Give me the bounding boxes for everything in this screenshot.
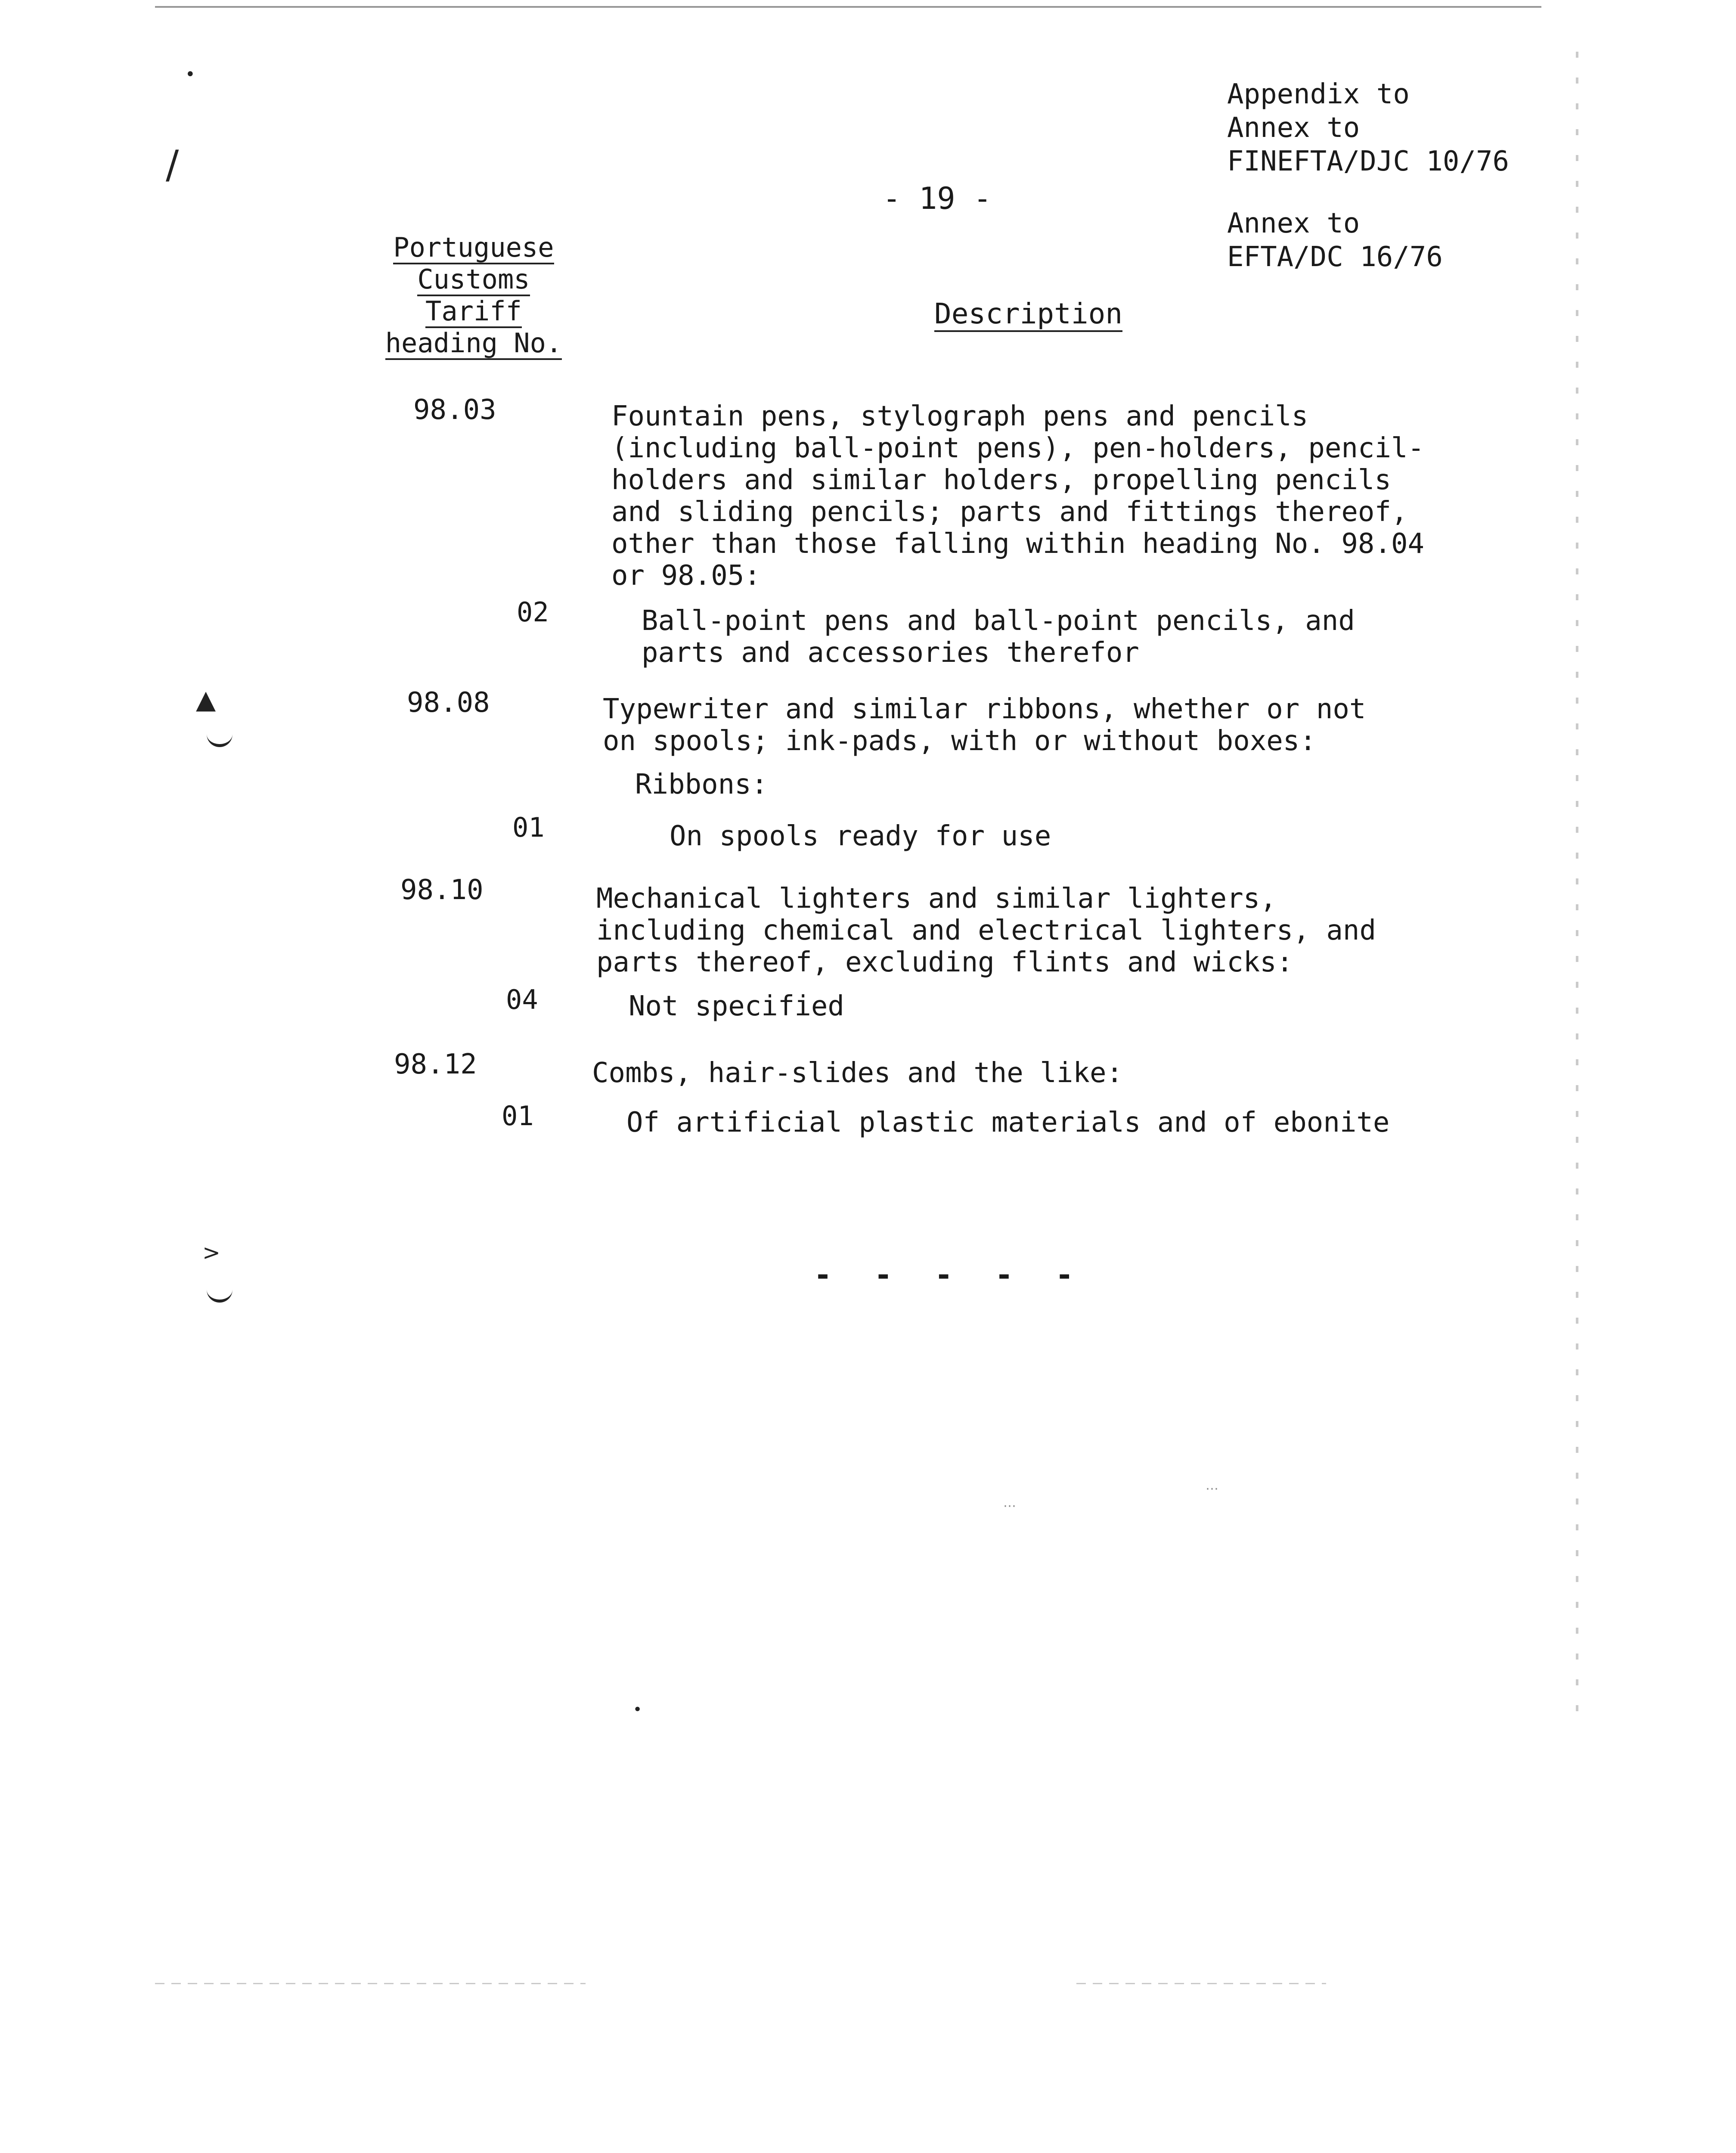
heading-number: 98.10	[400, 874, 484, 906]
scan-bottom-line-left	[155, 1983, 586, 1984]
punch-hole	[207, 1283, 232, 1303]
heading-description: Fountain pens, stylograph pens and pencils (including ball-point pens), pen-holders, pencil- holders and similar holders, propelling pencils and sliding pencils; parts and fittings thereof, other than those falling within heading No. 98.04 or 98.05:	[611, 400, 1425, 592]
annex-label-2: Annex to	[1227, 208, 1360, 239]
group-label: Ribbons:	[635, 769, 768, 800]
page-number: - 19 -	[883, 181, 992, 216]
heading-number: 98.12	[394, 1049, 477, 1080]
column-heading-line: Tariff	[425, 296, 522, 328]
annex-reference: EFTA/DC 16/76	[1227, 241, 1443, 273]
subheading-number: 04	[506, 984, 538, 1015]
appendix-reference: FINEFTA/DJC 10/76	[1227, 146, 1510, 177]
column-heading-line: Portuguese	[393, 233, 554, 264]
subheading-description: Not specified	[629, 990, 844, 1022]
tariff-column-heading	[379, 233, 568, 360]
margin-mark: /	[166, 142, 179, 187]
heading-number: 98.08	[407, 687, 490, 719]
scan-speck: ⋯	[1003, 1498, 1016, 1514]
column-heading-line: Customs	[417, 264, 530, 296]
subheading-number: 02	[517, 596, 549, 628]
subheading-number: 01	[512, 812, 545, 843]
heading-description: Typewriter and similar ribbons, whether or not on spools; ink-pads, with or without boxes:	[603, 693, 1366, 757]
punch-hole	[207, 728, 232, 747]
scan-edge-dots	[1576, 52, 1578, 1731]
subheading-description: Of artificial plastic materials and of ebonite	[626, 1107, 1390, 1139]
annex-label: Annex to	[1227, 112, 1360, 144]
heading-description: Mechanical lighters and similar lighters, including chemical and electrical lighters, and parts thereof, excluding flints and wicks:	[596, 883, 1376, 978]
column-heading-line: heading No.	[385, 328, 562, 360]
subheading-number: 01	[502, 1100, 534, 1132]
margin-mark: •	[185, 65, 195, 84]
scan-bottom-line-right	[1076, 1983, 1326, 1984]
appendix-label: Appendix to	[1227, 78, 1410, 110]
margin-mark: >	[202, 1240, 220, 1265]
scan-speck: ⋯	[1206, 1481, 1218, 1496]
description-heading: Description	[934, 297, 1122, 332]
end-of-list-marker: - - - - -	[814, 1257, 1086, 1293]
scan-edge-line	[155, 6, 1541, 8]
heading-number: 98.03	[413, 394, 496, 426]
heading-description: Combs, hair-slides and the like:	[592, 1057, 1123, 1089]
margin-mark: ▲	[196, 685, 216, 715]
scan-speck: •	[633, 1701, 642, 1719]
subheading-description: On spools ready for use	[670, 820, 1051, 852]
subheading-description: Ball-point pens and ball-point pencils, and parts and accessories therefor	[642, 605, 1355, 669]
